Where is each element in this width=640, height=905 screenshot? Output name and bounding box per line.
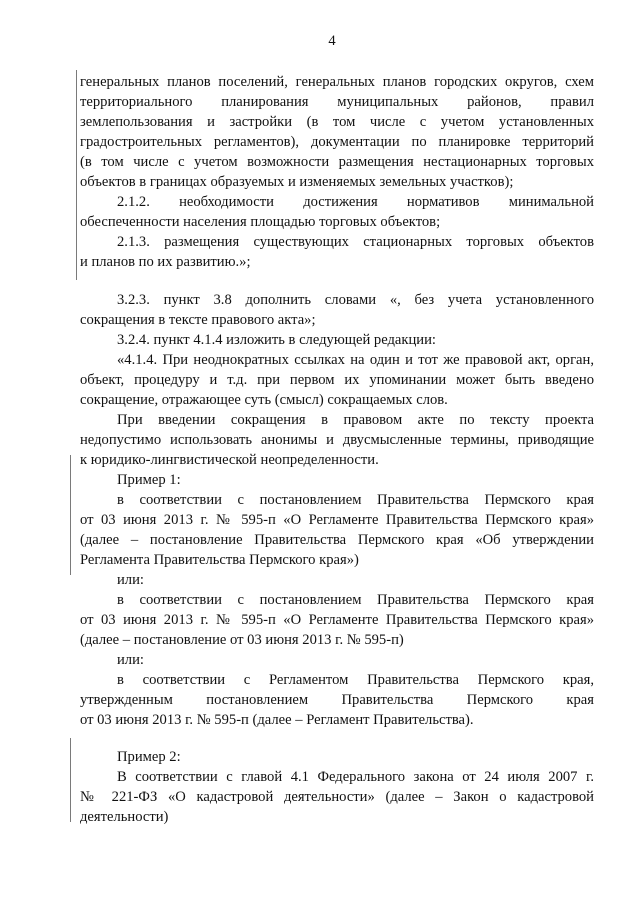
text-line: к юридико-лингвистической неопределенности. bbox=[80, 452, 379, 468]
text-line: генеральных планов поселений, генеральных планов городских округов, схем bbox=[80, 74, 594, 90]
page-number bbox=[0, 33, 640, 50]
text-line: В соответствии с главой 4.1 Федерального закона от 24 июля 2007 г. bbox=[117, 769, 594, 785]
text-line: (далее – постановление от 03 июня 2013 г. № 595-п) bbox=[80, 632, 404, 648]
text-line: землепользования и застройки (в том числе с учетом установленных bbox=[80, 114, 594, 130]
margin-bar-mid bbox=[70, 455, 71, 575]
text-line: 2.1.3. размещения существующих стационарных торговых объектов bbox=[117, 234, 594, 250]
margin-bar-bottom bbox=[70, 738, 71, 822]
text-line: от 03 июня 2013 г. № 595-п (далее – Регламент Правительства). bbox=[80, 712, 474, 728]
text-line: сокращения в тексте правового акта»; bbox=[80, 312, 316, 328]
text-line: деятельности) bbox=[80, 809, 169, 825]
text-line: № 221-ФЗ «О кадастровой деятельности» (далее – Закон о кадастровой bbox=[80, 789, 594, 805]
margin-bar-top bbox=[76, 70, 77, 280]
text-line: от 03 июня 2013 г. № 595-п «О Регламенте Правительства Пермского края» bbox=[80, 612, 594, 628]
text-line: в соответствии с Регламентом Правительства Пермского края, bbox=[117, 672, 594, 688]
text-line: Пример 2: bbox=[117, 749, 181, 765]
text-line: градостроительных регламентов), документации по планировке территорий bbox=[80, 134, 594, 150]
text-line: от 03 июня 2013 г. № 595-п «О Регламенте Правительства Пермского края» bbox=[80, 512, 594, 528]
text-line: в соответствии с постановлением Правительства Пермского края bbox=[117, 592, 594, 608]
text-line: обеспеченности населения площадью торговых объектов; bbox=[80, 214, 441, 230]
text-line: 3.2.4. пункт 4.1.4 изложить в следующей редакции: bbox=[117, 332, 436, 348]
text-line: территориального планирования муниципальных районов, правил bbox=[80, 94, 594, 110]
text-line: утвержденным постановлением Правительства Пермского края bbox=[80, 692, 594, 708]
text-line: (в том числе с учетом возможности размещения нестационарных торговых bbox=[80, 154, 594, 170]
text-line: Регламента Правительства Пермского края») bbox=[80, 552, 359, 568]
text-line: объектов в границах образуемых и изменяемых земельных участков); bbox=[80, 174, 514, 190]
text-line: сокращение, отражающее суть (смысл) сокращаемых слов. bbox=[80, 392, 448, 408]
text-line: (далее – постановление Правительства Пермского края «Об утверждении bbox=[80, 532, 594, 548]
text-line: При введении сокращения в правовом акте по тексту проекта bbox=[117, 412, 594, 428]
page-number-text: 4 bbox=[328, 33, 336, 49]
text-line: Пример 1: bbox=[117, 472, 181, 488]
text-line: 3.2.3. пункт 3.8 дополнить словами «, без учета установленного bbox=[117, 292, 594, 308]
text-line: в соответствии с постановлением Правительства Пермского края bbox=[117, 492, 594, 508]
text-line: объект, процедуру и т.д. при первом их упоминании может быть введено bbox=[80, 372, 594, 388]
text-line: или: bbox=[117, 572, 144, 588]
text-line: 2.1.2. необходимости достижения нормативов минимальной bbox=[117, 194, 594, 210]
text-line: и планов по их развитию.»; bbox=[80, 254, 251, 270]
text-line: «4.1.4. При неоднократных ссылках на один и тот же правовой акт, орган, bbox=[117, 352, 594, 368]
text-line: или: bbox=[117, 652, 144, 668]
text-line: недопустимо использовать анонимы и двусмысленные термины, приводящие bbox=[80, 432, 594, 448]
